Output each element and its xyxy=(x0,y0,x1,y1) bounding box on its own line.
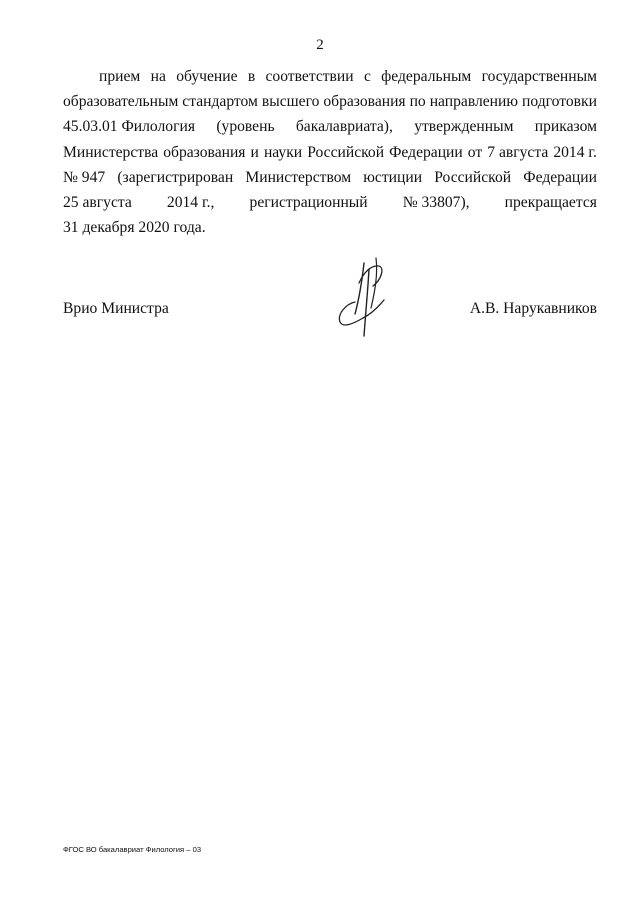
paragraph-word: образования xyxy=(323,93,406,111)
footer-code: ФГОС ВО бакалавриат Филология – 03 xyxy=(63,845,202,854)
page-number: 2 xyxy=(316,37,324,53)
paragraph-word: Министерством xyxy=(245,168,352,186)
handwritten-signature xyxy=(333,256,391,340)
paragraph-line xyxy=(63,190,597,215)
paragraph-word: утвержденным xyxy=(414,118,514,136)
paragraph-line xyxy=(63,114,597,139)
paragraph-line xyxy=(63,215,597,240)
paragraph-word: на xyxy=(150,68,166,85)
paragraph-word: юстиции xyxy=(363,168,423,186)
paragraph-word: стандартом xyxy=(182,93,258,111)
paragraph-word: направлению xyxy=(429,93,519,111)
order-paragraph xyxy=(63,64,597,240)
signatory-title: Врио Министра xyxy=(63,300,169,317)
paragraph-word: Федерации xyxy=(523,168,597,186)
signatory-name: А.В. Нарукавников xyxy=(469,300,597,317)
paragraph-word: 45.03.01 Филология xyxy=(63,118,196,136)
paragraph-line xyxy=(63,140,597,165)
paragraph-word: приказом xyxy=(534,118,597,136)
paragraph-word: (зарегистрирован xyxy=(117,168,234,186)
paragraph-word: прием xyxy=(99,68,141,85)
paragraph-word: федеральным xyxy=(381,68,472,85)
paragraph-word: от xyxy=(467,143,483,161)
paragraph-word: № 947 xyxy=(63,168,106,186)
paragraph-word: 2014 г., xyxy=(166,193,215,211)
paragraph-word: подготовки xyxy=(522,93,597,111)
paragraph-line xyxy=(63,165,597,190)
paragraph-word: 25 августа xyxy=(63,193,132,211)
paragraph-word: прекращается xyxy=(504,193,597,211)
paragraph-word: с xyxy=(363,68,371,85)
paragraph-line xyxy=(63,64,597,89)
paragraph-word: образовательным xyxy=(63,93,179,111)
paragraph-word: и xyxy=(250,143,259,161)
paragraph-word: государственным xyxy=(481,68,597,85)
paragraph-word: 31 декабря 2020 года. xyxy=(63,219,206,237)
paragraph-word: по xyxy=(409,93,426,111)
paragraph-word: Российской xyxy=(307,143,385,161)
paragraph-word: науки xyxy=(263,143,303,161)
paragraph-word: в xyxy=(247,68,256,85)
paragraph-word: обучение xyxy=(176,68,238,85)
paragraph-word: № 33807), xyxy=(402,193,470,211)
paragraph-word: Министерства xyxy=(63,143,159,161)
paragraph-word: образования xyxy=(163,143,246,161)
paragraph-word: Федерации xyxy=(389,143,463,161)
paragraph-word: бакалавриата), xyxy=(295,118,393,136)
paragraph-word: регистрационный xyxy=(249,193,368,211)
paragraph-word: высшего xyxy=(261,93,320,111)
paragraph-word: соответствии xyxy=(265,68,354,85)
paragraph-word: Российской xyxy=(434,168,512,186)
paragraph-line xyxy=(63,89,597,114)
paragraph-word: 2014 г. xyxy=(553,143,597,161)
paragraph-word: (уровень xyxy=(216,118,275,136)
paragraph-word: 7 августа xyxy=(487,143,549,161)
